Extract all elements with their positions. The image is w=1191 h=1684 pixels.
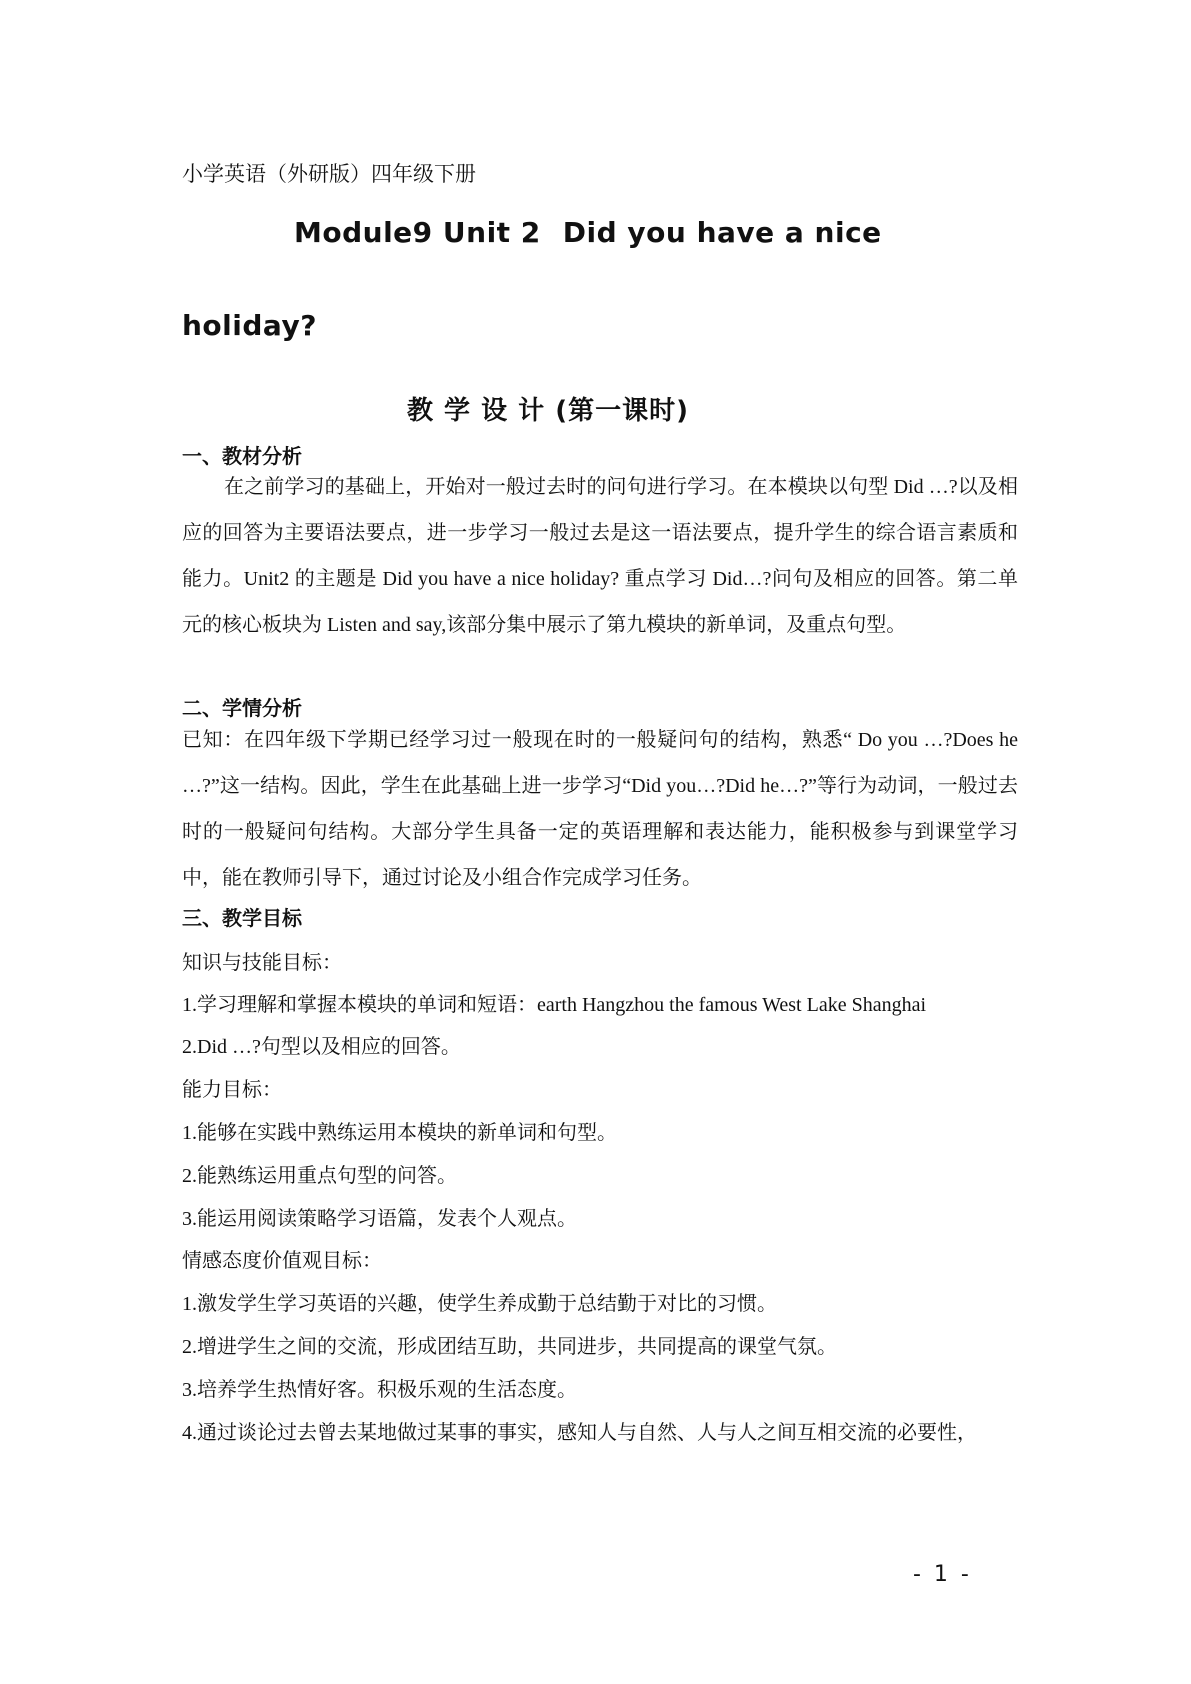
emotion-goal-item: 1.激发学生学习英语的兴趣，使学生养成勤于总结勤于对比的习惯。 xyxy=(182,1293,777,1315)
section-paragraph-material-analysis: 在之前学习的基础上，开始对一般过去时的问句进行学习。在本模块以句型 Did …?以及相应的回答为主要语法要点，进一步学习一般过去是这一语法要点，提升学生的综合语言素质和能力。Unit2 的主题是 Did you have a nice holiday? 重点学习 Did…?问句及相应的回答。第二单元的核心板块为 Listen and say,该部分集中展示了第九模块的新单词，及重点句型。 xyxy=(182,476,1018,636)
section-paragraph-learner-analysis: 已知：在四年级下学期已经学习过一般现在时的一般疑问句的结构，熟悉“ Do you …?Does he …?”这一结构。因此，学生在此基础上进一步学习“Did you…?Did he…?”等行为动词，一般过去时的一般疑问句结构。大部分学生具备一定的英语理解和表达能力，能积极参与到课堂学习中，能在教师引导下，通过讨论及小组合作完成学习任务。 xyxy=(182,729,1018,889)
emotion-goal-item: 4.通过谈论过去曾去某地做过某事的事实，感知人与自然、人与人之间互相交流的必要性， xyxy=(182,1422,977,1444)
title-module-unit: Module9 Unit 2 xyxy=(294,216,541,249)
section-heading-learner-analysis: 二、学情分析 xyxy=(182,696,302,720)
page-number: - 1 - xyxy=(913,1562,972,1587)
series-header: 小学英语（外研版）四年级下册 xyxy=(182,162,476,186)
page-title-line-1 xyxy=(294,216,882,249)
knowledge-goal-item: 1.学习理解和掌握本模块的单词和短语：earth Hangzhou the famous West Lake Shanghai xyxy=(182,994,927,1016)
lesson-subtitle: 教 学 设 计 (第一课时) xyxy=(407,396,689,426)
emotion-goal-item: 3.培养学生热情好客。积极乐观的生活态度。 xyxy=(182,1379,577,1401)
ability-goal-item: 2.能熟练运用重点句型的问答。 xyxy=(182,1165,457,1187)
ability-goal-item: 1.能够在实践中熟练运用本模块的新单词和句型。 xyxy=(182,1122,617,1144)
ability-goal-item: 3.能运用阅读策略学习语篇，发表个人观点。 xyxy=(182,1208,577,1230)
emotion-goal-item: 2.增进学生之间的交流，形成团结互助，共同进步，共同提高的课堂气氛。 xyxy=(182,1336,837,1358)
title-question-start: Did you have a nice xyxy=(562,216,882,249)
knowledge-goal-item: 2.Did …?句型以及相应的回答。 xyxy=(182,1036,461,1058)
section-heading-material-analysis: 一、教材分析 xyxy=(182,444,302,468)
emotion-goals-heading: 情感态度价值观目标： xyxy=(182,1250,382,1272)
knowledge-goals-heading: 知识与技能目标： xyxy=(182,952,342,974)
ability-goals-heading: 能力目标： xyxy=(182,1079,282,1101)
page-title-line-2: holiday? xyxy=(182,309,317,342)
section-heading-teaching-goals: 三、教学目标 xyxy=(182,906,302,930)
